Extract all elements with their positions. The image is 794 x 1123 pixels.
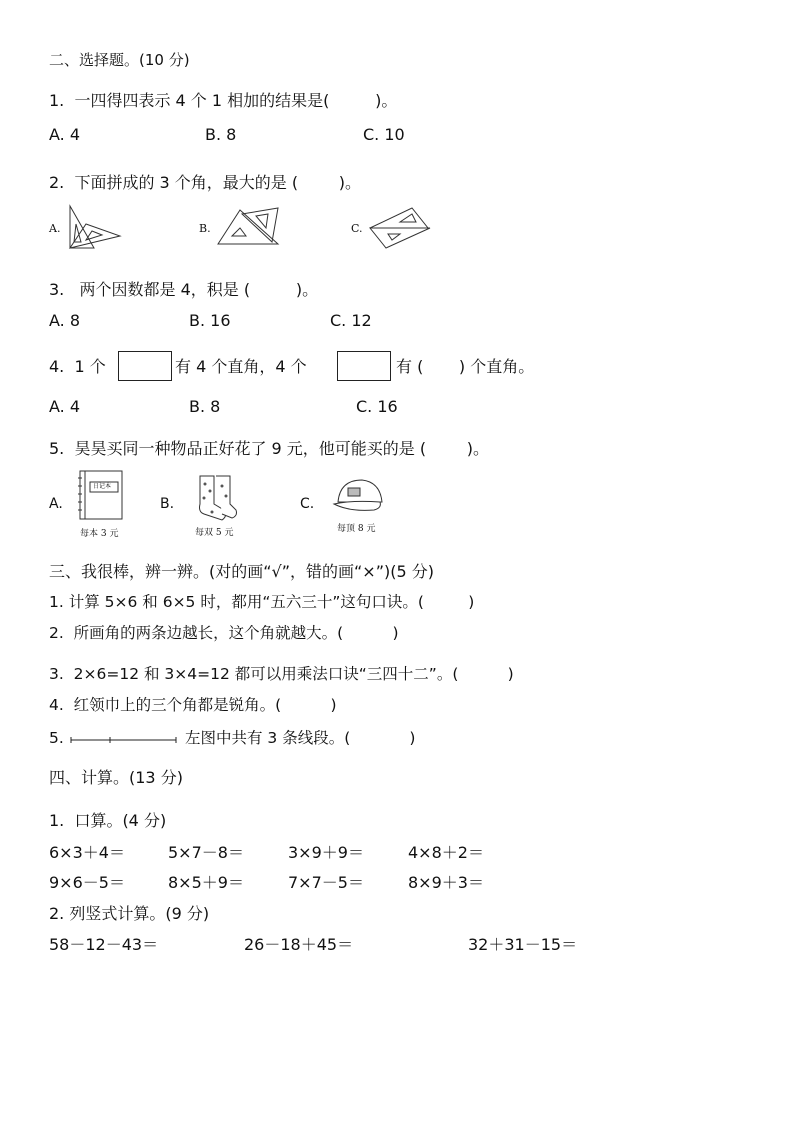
vertical-calc-item: 26－18＋45＝ bbox=[244, 935, 354, 954]
oral-calc-item: 3×9＋9＝ bbox=[288, 843, 364, 862]
oral-calc-item: 4×8＋2＝ bbox=[408, 843, 484, 862]
q4-option-b: B. 8 bbox=[189, 397, 221, 416]
q2-option-b: B. bbox=[199, 222, 211, 235]
q4-part3: 有 ( ) 个直角。 bbox=[396, 357, 535, 376]
socks-price: 每双 5 元 bbox=[195, 528, 234, 538]
oral-calc-heading: 1. 口算。(4 分) bbox=[49, 811, 167, 830]
oral-calc-item: 9×6－5＝ bbox=[49, 873, 125, 892]
q2-stem: 2. 下面拼成的 3 个角，最大的是 ( )。 bbox=[49, 173, 362, 192]
judge-item-5-number: 5. bbox=[49, 729, 64, 747]
rectangle-figure-1 bbox=[118, 351, 172, 381]
socks-icon bbox=[192, 474, 238, 522]
section4-title: 四、计算。(13 分) bbox=[49, 768, 183, 787]
section3-title: 三、我很棒，辨一辨。(对的画“√”，错的画“×”)(5 分) bbox=[49, 562, 434, 581]
q4-part2: 有 4 个直角，4 个 bbox=[175, 357, 307, 376]
section2-title: 二、选择题。(10 分) bbox=[49, 51, 190, 69]
judge-item-4: 4. 红领巾上的三个角都是锐角。( ) bbox=[49, 696, 337, 714]
q3-stem: 3. 两个因数都是 4，积是 ( )。 bbox=[49, 280, 319, 299]
judge-item-3: 3. 2×6=12 和 3×4=12 都可以用乘法口诀“三四十二”。( ) bbox=[49, 665, 514, 683]
q5-option-c: C. bbox=[300, 496, 315, 512]
rectangle-figure-2 bbox=[337, 351, 391, 381]
q1-option-a: A. 4 bbox=[49, 125, 81, 144]
vertical-calc-heading: 2. 列竖式计算。(9 分) bbox=[49, 904, 210, 923]
q1-option-c: C. 10 bbox=[363, 125, 405, 144]
q2-option-c: C. bbox=[351, 222, 363, 235]
oral-calc-item: 8×5＋9＝ bbox=[168, 873, 244, 892]
q3-option-b: B. 16 bbox=[189, 311, 231, 330]
q5-option-a: A. bbox=[49, 496, 63, 512]
line-segment-figure bbox=[70, 737, 178, 743]
q3-option-a: A. 8 bbox=[49, 311, 81, 330]
notebook-icon bbox=[76, 470, 124, 520]
cap-icon bbox=[330, 476, 386, 516]
oral-calc-item: 8×9＋3＝ bbox=[408, 873, 484, 892]
q4-option-a: A. 4 bbox=[49, 397, 81, 416]
judge-item-5-text: 左图中共有 3 条线段。( ) bbox=[185, 729, 416, 747]
vertical-calc-item: 58－12－43＝ bbox=[49, 935, 159, 954]
angle-figure-c bbox=[366, 204, 432, 250]
q5-stem: 5. 昊昊买同一种物品正好花了 9 元，他可能买的是 ( )。 bbox=[49, 439, 490, 458]
notebook-title: 日记本 bbox=[93, 483, 112, 490]
judge-item-1: 1. 计算 5×6 和 6×5 时，都用“五六三十”这句口诀。( ) bbox=[49, 593, 475, 611]
notebook-price: 每本 3 元 bbox=[80, 529, 119, 539]
q3-option-c: C. 12 bbox=[330, 311, 372, 330]
q4-option-c: C. 16 bbox=[356, 397, 398, 416]
oral-calc-item: 5×7－8＝ bbox=[168, 843, 244, 862]
q5-option-b: B. bbox=[160, 496, 175, 512]
cap-price: 每顶 8 元 bbox=[337, 524, 376, 534]
q4-part1: 4. 1 个 bbox=[49, 357, 106, 376]
judge-item-2: 2. 所画角的两条边越长，这个角就越大。( ) bbox=[49, 624, 399, 642]
q1-stem: 1. 一四得四表示 4 个 1 相加的结果是( )。 bbox=[49, 91, 398, 110]
q1-option-b: B. 8 bbox=[205, 125, 237, 144]
angle-figure-a bbox=[64, 204, 124, 250]
vertical-calc-item: 32＋31－15＝ bbox=[468, 935, 578, 954]
q2-option-a: A. bbox=[49, 222, 61, 235]
oral-calc-item: 7×7－5＝ bbox=[288, 873, 364, 892]
oral-calc-item: 6×3＋4＝ bbox=[49, 843, 125, 862]
angle-figure-b bbox=[214, 206, 280, 248]
